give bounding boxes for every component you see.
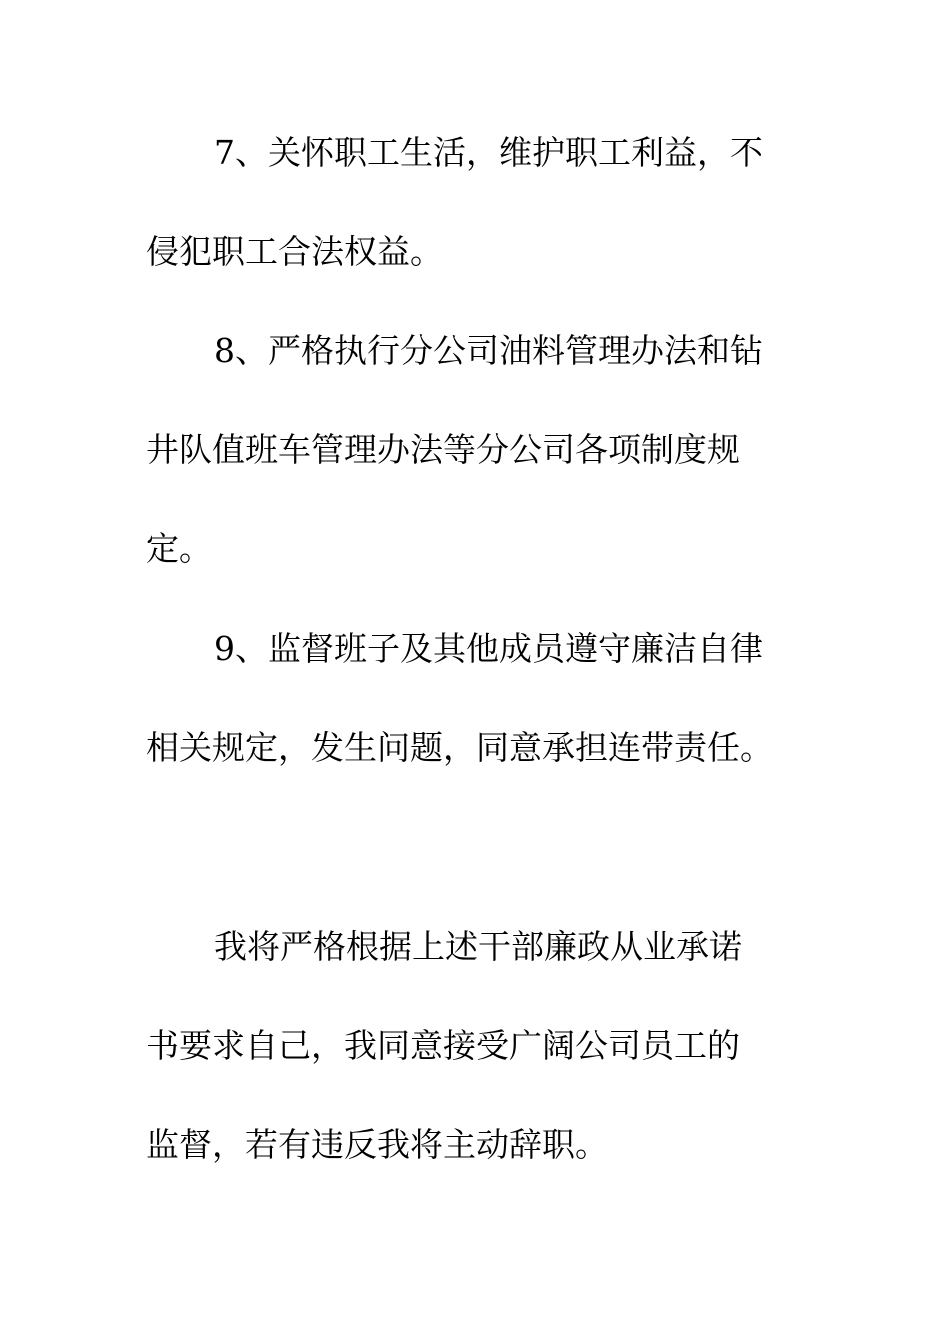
paragraph-line: 我将严格根据上述干部廉政从业承诺: [214, 927, 742, 966]
paragraph-line: 8、严格执行分公司油料管理办法和钻: [214, 331, 763, 370]
paragraph-line: 9、监督班子及其他成员遵守廉洁自律: [214, 629, 763, 668]
paragraph-line: 井队值班车管理办法等分公司各项制度规: [146, 430, 740, 469]
paragraph-line: 7、关怀职工生活，维护职工利益，不: [214, 133, 763, 172]
paragraph-line: 相关规定，发生问题，同意承担连带责任。: [146, 728, 773, 767]
paragraph-line: 书要求自己，我同意接受广阔公司员工的: [146, 1026, 740, 1065]
paragraph-line: 侵犯职工合法权益。: [146, 232, 443, 271]
paragraph-line: 监督，若有违反我将主动辞职。: [146, 1125, 608, 1164]
paragraph-line: 定。: [146, 529, 212, 568]
